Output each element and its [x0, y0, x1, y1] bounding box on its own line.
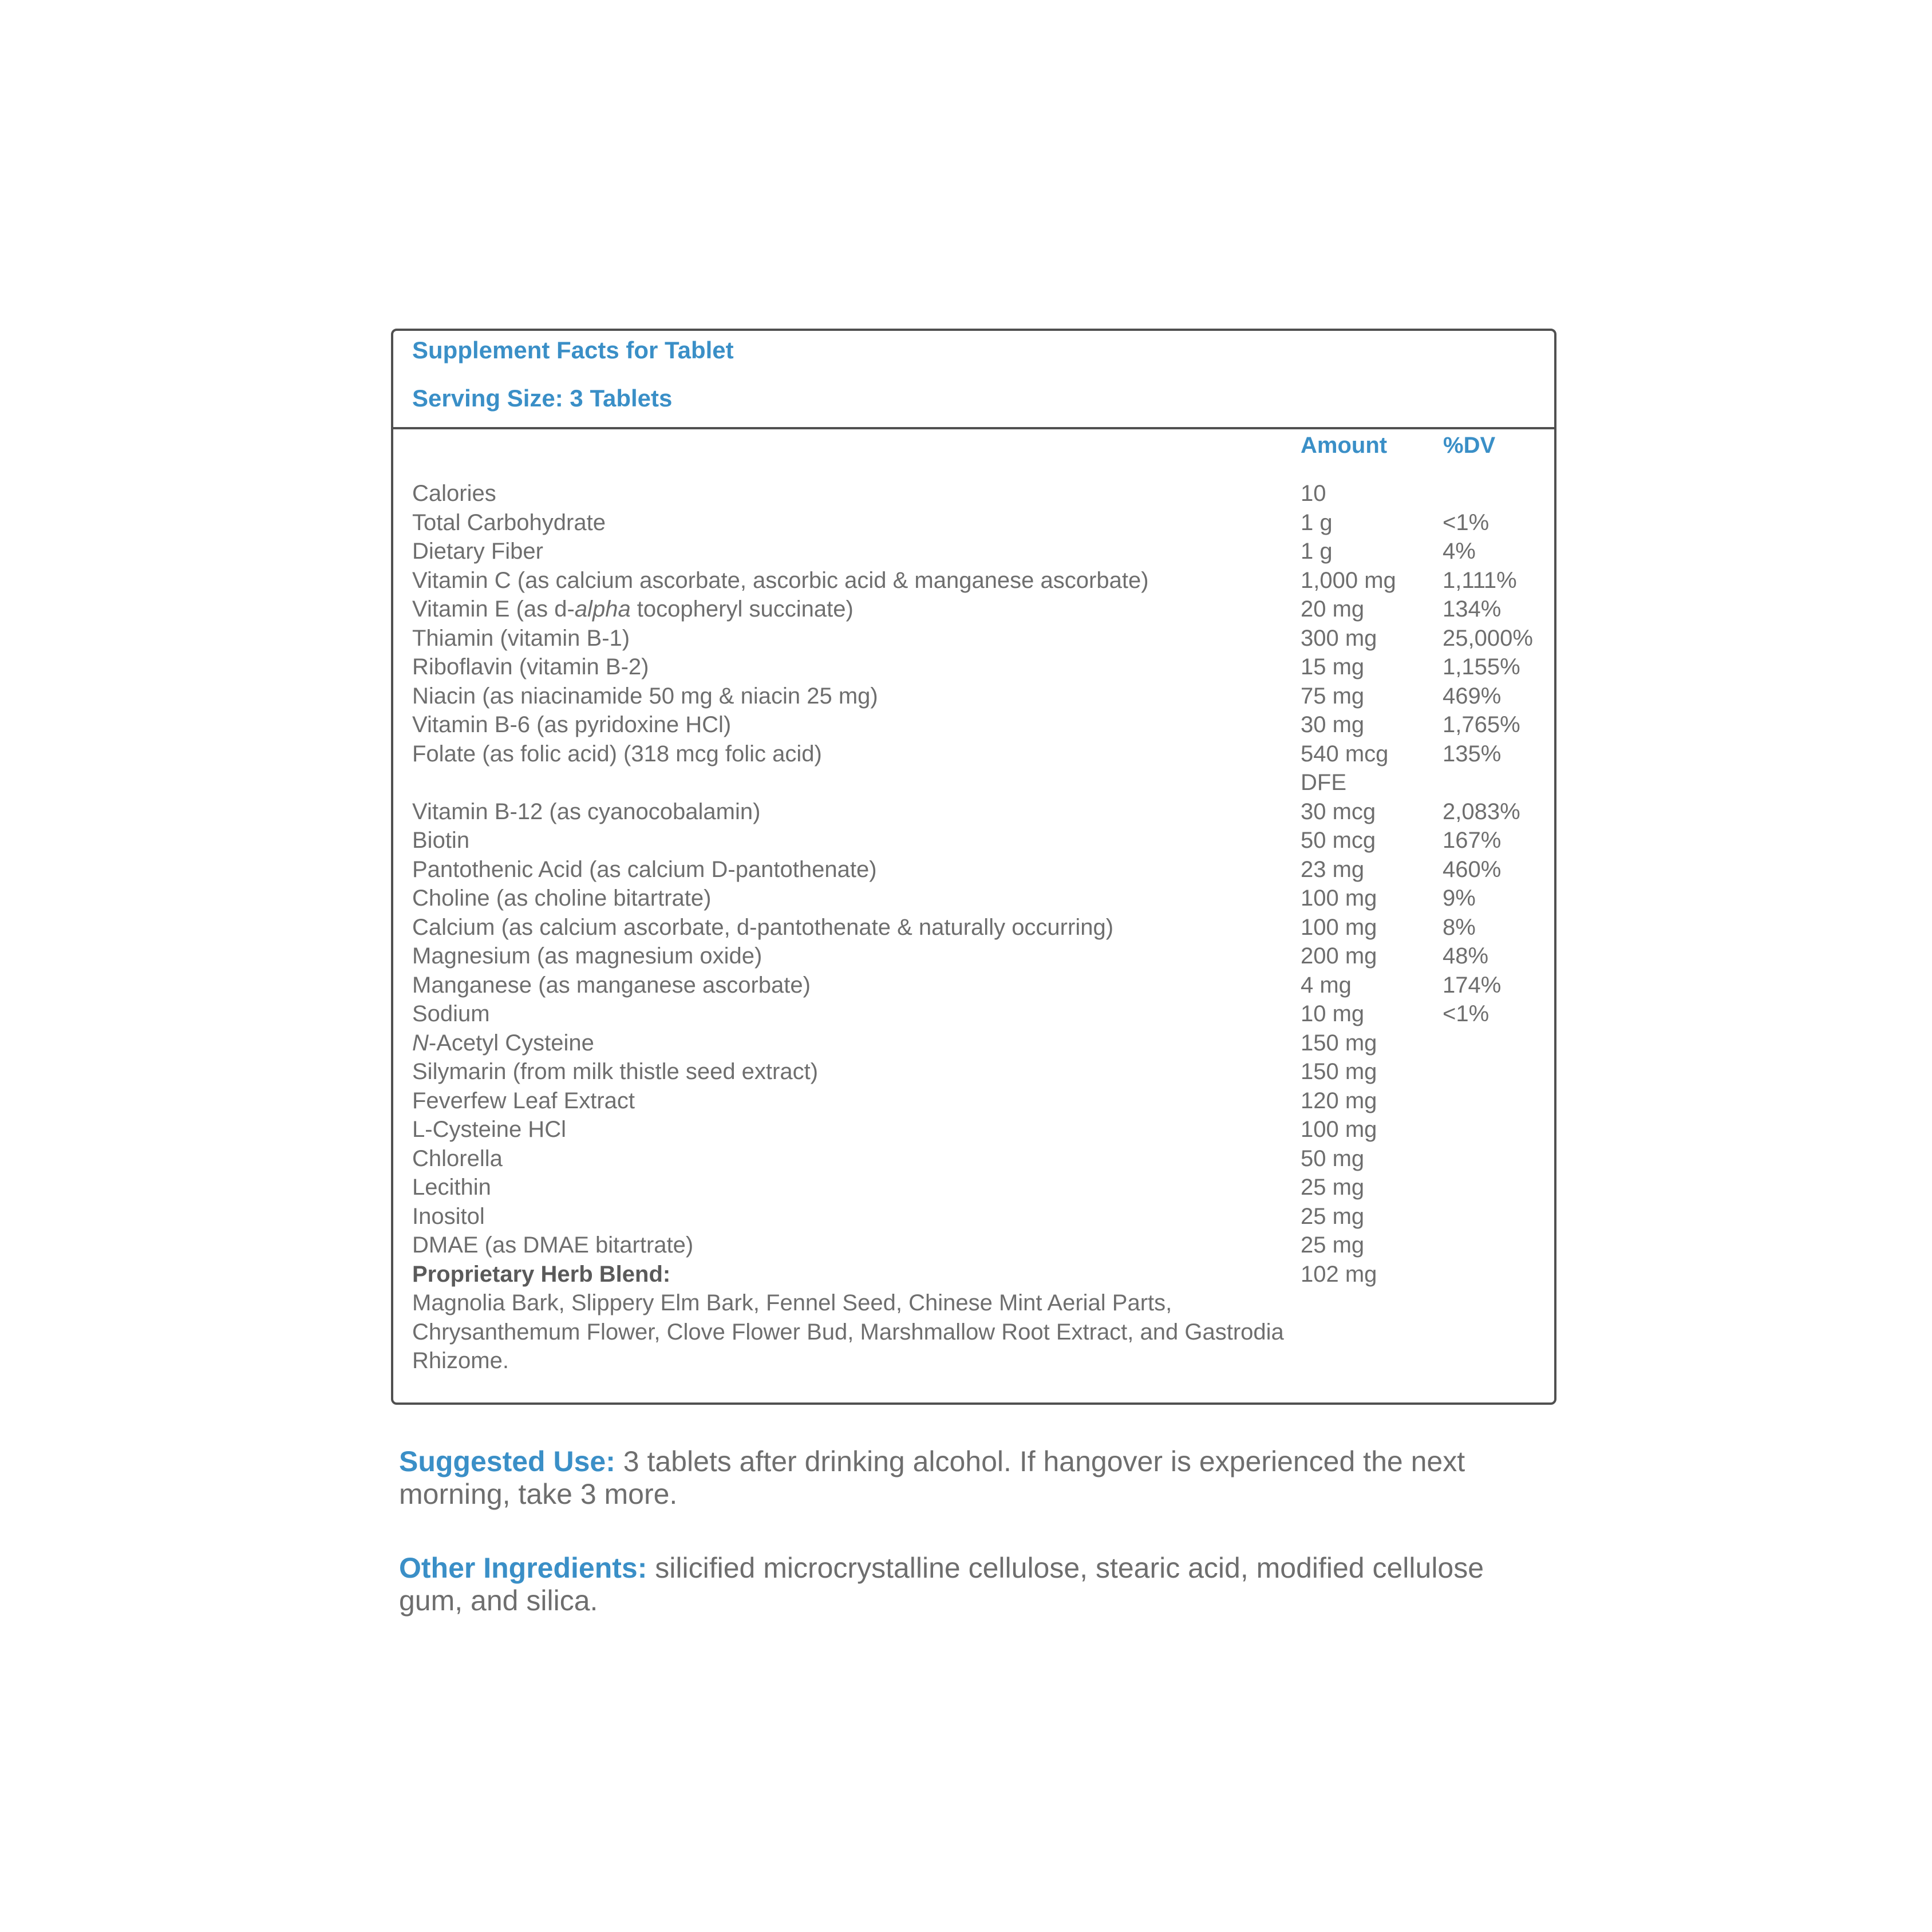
nutrient-amount: 540 mcg DFE: [1301, 741, 1389, 795]
blend-dv: [1443, 1260, 1556, 1289]
table-row: [412, 710, 1551, 740]
other-ingredients-label: Other Ingredients:: [399, 1552, 647, 1584]
nutrient-dv: [1443, 1057, 1556, 1086]
nutrient-amount: 100 mg: [1301, 914, 1377, 940]
nutrient-dv: 2,083%: [1443, 799, 1520, 824]
nutrient-name: Choline (as choline bitartrate): [412, 886, 712, 911]
table-row: [412, 1029, 1551, 1058]
nutrient-dv: 135%: [1443, 741, 1502, 767]
nutrient-name: Vitamin B-6 (as pyridoxine HCl): [412, 712, 732, 737]
nutrient-amount: 100 mg: [1301, 886, 1377, 911]
nutrient-dv: [1443, 1086, 1556, 1116]
table-row: [412, 1173, 1551, 1202]
nutrient-amount: 10 mg: [1301, 1001, 1365, 1026]
nutrient-dv: [1443, 479, 1556, 508]
table-row: [412, 797, 1551, 827]
nutrient-name: Calories: [412, 481, 496, 506]
nutrient-name: Niacin (as niacinamide 50 mg & niacin 25 mg): [412, 683, 878, 709]
nutrient-dv: 174%: [1443, 972, 1502, 998]
table-row: [412, 479, 1551, 508]
nutrient-dv: 460%: [1443, 856, 1502, 882]
suggested-use-label: Suggested Use:: [399, 1445, 615, 1477]
nutrient-name: Manganese (as manganese ascorbate): [412, 972, 811, 998]
table-row: [412, 566, 1551, 595]
nutrient-name: DMAE (as DMAE bitartrate): [412, 1232, 694, 1258]
nutrient-dv: 8%: [1443, 914, 1476, 940]
table-row: [412, 942, 1551, 971]
nutrient-amount: 10: [1301, 481, 1326, 506]
nutrient-dv: [1443, 1202, 1556, 1231]
nutrient-dv: 1,111%: [1443, 567, 1517, 593]
supplement-facts-panel: [391, 329, 1556, 1405]
table-row: [412, 740, 1551, 797]
table-row: [412, 999, 1551, 1029]
nutrient-amount: 50 mcg: [1301, 828, 1376, 853]
table-row: [412, 1202, 1551, 1231]
dv-header: %DV: [1443, 433, 1496, 458]
nutrient-dv: <1%: [1443, 1001, 1490, 1026]
nutrient-amount: 200 mg: [1301, 943, 1377, 969]
nutrient-name: Inositol: [412, 1203, 485, 1229]
column-headers: [393, 433, 1554, 467]
facts-title: Supplement Facts for Tablet: [412, 337, 734, 364]
nutrient-amount: 1 g: [1301, 539, 1333, 564]
nutrient-amount: 75 mg: [1301, 683, 1365, 709]
table-row: [412, 1115, 1551, 1144]
nutrient-amount: 150 mg: [1301, 1059, 1377, 1084]
table-row: [412, 1086, 1551, 1116]
nutrient-dv: 25,000%: [1443, 625, 1533, 651]
suggested-use-text: 3 tablets after drinking alcohol. If hangover is experienced the next morning, take 3 more.: [399, 1445, 1465, 1510]
nutrient-dv: 4%: [1443, 539, 1476, 564]
suggested-use: [399, 1445, 1538, 1511]
nutrient-name: Vitamin E (as d-alpha tocopheryl succinate): [412, 596, 854, 622]
nutrient-amount: 100 mg: [1301, 1117, 1377, 1142]
nutrient-dv: 48%: [1443, 943, 1489, 969]
facts-header: [393, 331, 1554, 429]
nutrient-dv: 167%: [1443, 828, 1502, 853]
nutrient-dv: 1,765%: [1443, 712, 1520, 737]
blend-name: Proprietary Herb Blend:: [412, 1261, 671, 1287]
nutrient-table: [412, 479, 1551, 1376]
table-row: [412, 1260, 1551, 1289]
table-row: [412, 537, 1551, 566]
table-row: [412, 913, 1551, 942]
nutrient-amount: 1 g: [1301, 509, 1333, 535]
nutrient-name: Dietary Fiber: [412, 539, 543, 564]
nutrient-name: Sodium: [412, 1001, 490, 1026]
nutrient-dv: 134%: [1443, 596, 1502, 622]
amount-header: Amount: [1301, 433, 1388, 458]
nutrient-amount: 25 mg: [1301, 1232, 1365, 1258]
nutrient-dv: [1443, 1115, 1556, 1144]
nutrient-dv: [1443, 1231, 1556, 1260]
nutrient-dv: <1%: [1443, 509, 1490, 535]
nutrient-name: Silymarin (from milk thistle seed extract): [412, 1059, 819, 1084]
nutrient-name: N-Acetyl Cysteine: [412, 1030, 594, 1056]
nutrient-amount: 1,000 mg: [1301, 567, 1396, 593]
nutrient-dv: [1443, 1144, 1556, 1174]
nutrient-name: Lecithin: [412, 1175, 491, 1200]
table-row: [412, 624, 1551, 653]
nutrient-name: Chlorella: [412, 1145, 503, 1171]
nutrient-name: Feverfew Leaf Extract: [412, 1088, 635, 1113]
table-row: [412, 1231, 1551, 1260]
nutrient-amount: 120 mg: [1301, 1088, 1377, 1113]
nutrient-amount: 4 mg: [1301, 972, 1352, 998]
other-ingredients-text: silicified microcrystalline cellulose, stearic acid, modified cellulose gum, and silica.: [399, 1552, 1484, 1617]
nutrient-amount: 30 mg: [1301, 712, 1365, 737]
nutrient-dv: 1,155%: [1443, 654, 1520, 679]
blend-description: Magnolia Bark, Slippery Elm Bark, Fennel Seed, Chinese Mint Aerial Parts, Chrysanthemum Flower, Clove Flower Bud, Marshmallow Root Extract, and Gastrodia Rhizome.: [412, 1290, 1284, 1373]
nutrient-amount: 50 mg: [1301, 1145, 1365, 1171]
nutrient-name: Calcium (as calcium ascorbate, d-pantothenate & naturally occurring): [412, 914, 1114, 940]
nutrient-amount: 300 mg: [1301, 625, 1377, 651]
nutrient-amount: 25 mg: [1301, 1175, 1365, 1200]
nutrient-amount: 30 mcg: [1301, 799, 1376, 824]
nutrient-name: Pantothenic Acid (as calcium D-pantothenate): [412, 856, 877, 882]
nutrient-amount: 15 mg: [1301, 654, 1365, 679]
serving-size: Serving Size: 3 Tablets: [412, 385, 673, 412]
table-row: [412, 508, 1551, 538]
nutrient-amount: 23 mg: [1301, 856, 1365, 882]
nutrient-dv: 469%: [1443, 683, 1502, 709]
nutrient-dv: [1443, 1029, 1556, 1058]
table-row: [412, 653, 1551, 682]
nutrient-name: Folate (as folic acid) (318 mcg folic acid): [412, 741, 822, 767]
nutrient-dv: 9%: [1443, 886, 1476, 911]
nutrient-name: Biotin: [412, 828, 470, 853]
nutrient-amount: 20 mg: [1301, 596, 1365, 622]
other-ingredients: [399, 1552, 1538, 1617]
table-row: [412, 971, 1551, 1000]
table-row: [412, 595, 1551, 624]
table-row: [412, 1144, 1551, 1174]
nutrient-dv: [1443, 1173, 1556, 1202]
table-row: [412, 884, 1551, 913]
nutrient-amount: 150 mg: [1301, 1030, 1377, 1056]
nutrient-name: Magnesium (as magnesium oxide): [412, 943, 762, 969]
nutrient-amount: 25 mg: [1301, 1203, 1365, 1229]
nutrient-name: Vitamin B-12 (as cyanocobalamin): [412, 799, 761, 824]
nutrient-name: Total Carbohydrate: [412, 509, 606, 535]
nutrient-name: Riboflavin (vitamin B-2): [412, 654, 649, 679]
nutrient-name: Vitamin C (as calcium ascorbate, ascorbic acid & manganese ascorbate): [412, 567, 1149, 593]
table-row: [412, 682, 1551, 711]
table-row: [412, 826, 1551, 855]
blend-amount: 102 mg: [1301, 1261, 1377, 1287]
nutrient-name: L-Cysteine HCl: [412, 1117, 566, 1142]
table-row: [412, 1057, 1551, 1086]
table-row: [412, 855, 1551, 884]
nutrient-name: Thiamin (vitamin B-1): [412, 625, 630, 651]
